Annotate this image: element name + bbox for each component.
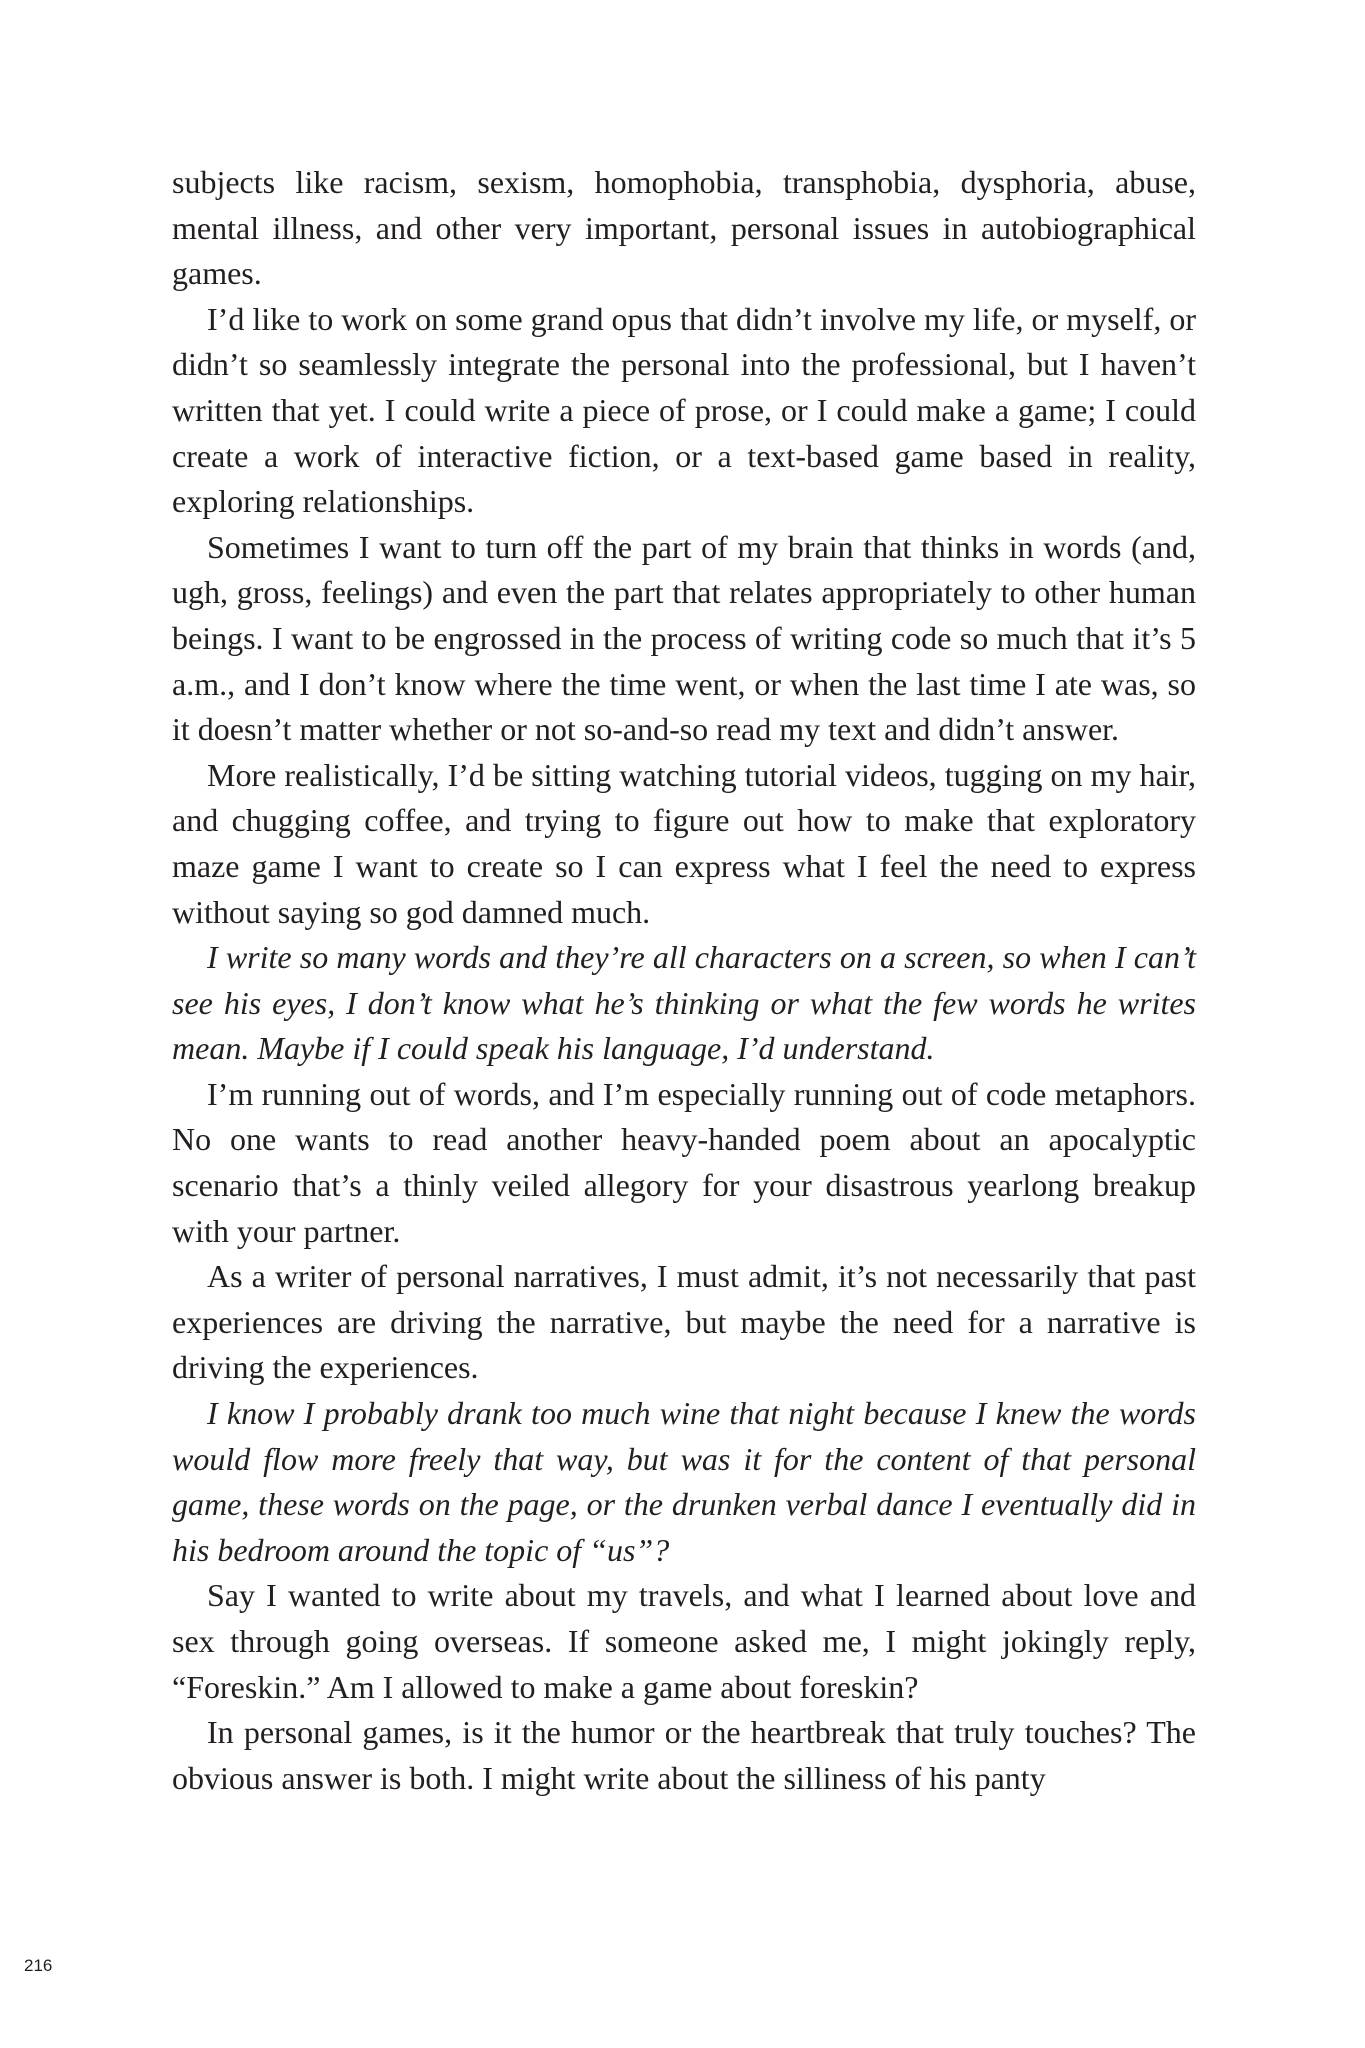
paragraph-humor-heartbreak: In personal games, is it the humor or the heartbreak that truly touches? The obvious answer is both. I might write about the silliness of his panty xyxy=(172,1714,1196,1796)
paragraph-italic-wine: I know I probably drank too much wine that night because I knew the words would flow more freely that way, but was it for the content of that personal game, these words on the page, or the drunken verbal dance I eventually did in his bedroom around the topic of “us”? xyxy=(172,1395,1196,1568)
paragraph-turn-off-brain: Sometimes I want to turn off the part of my brain that thinks in words (and, ugh, gross, feelings) and even the part that relates appropriately to other human beings. I want to be engrossed in the process of writing code so much that it’s 5 a.m., and I don’t know where the time went, or when the last time I ate was, so it doesn’t matter whether or not so-and-so read my text and didn’t answer. xyxy=(172,528,1196,748)
paragraph-realistically: More realistically, I’d be sitting watching tutorial videos, tugging on my hair, and chugging coffee, and trying to figure out how to make that exploratory maze game I want to create so I can express what I feel the need to express without saying so god damned much. xyxy=(172,756,1196,930)
paragraph-grand-opus: I’d like to work on some grand opus that didn’t involve my life, or myself, or didn’t so seamlessly integrate the personal into the professional, but I haven’t written that yet. I could write a piece of prose, or I could make a game; I could create a work of interactive fiction, or a text-based game based in reality, exploring relationships. xyxy=(172,300,1196,520)
body-text xyxy=(172,160,1196,1801)
paragraph-personal-narratives: As a writer of personal narratives, I must admit, it’s not necessarily that past experiences are driving the narrative, but maybe the need for a narrative is driving the experiences. xyxy=(172,1258,1196,1386)
paragraph-continuation: subjects like racism, sexism, homophobia, transphobia, dysphoria, abuse, mental illness, and other very important, personal issues in autobiographical games. xyxy=(172,164,1196,292)
paragraph-travels: Say I wanted to write about my travels, and what I learned about love and sex through going overseas. If someone asked me, I might jokingly reply, “Foreskin.” Am I allowed to make a game about foreskin? xyxy=(172,1577,1196,1705)
paragraph-italic-many-words: I write so many words and they’re all characters on a screen, so when I can’t see his eyes, I don’t know what he’s thinking or what the few words he writes mean. Maybe if I could speak his language, I’d understand. xyxy=(172,939,1196,1067)
page-number: 216 xyxy=(24,1956,53,1975)
paragraph-running-out: I’m running out of words, and I’m especially running out of code metaphors. No one wants to read another heavy-handed poem about an apocalyptic scenario that’s a thinly veiled allegory for your disastrous yearlong breakup with your partner. xyxy=(172,1075,1196,1249)
